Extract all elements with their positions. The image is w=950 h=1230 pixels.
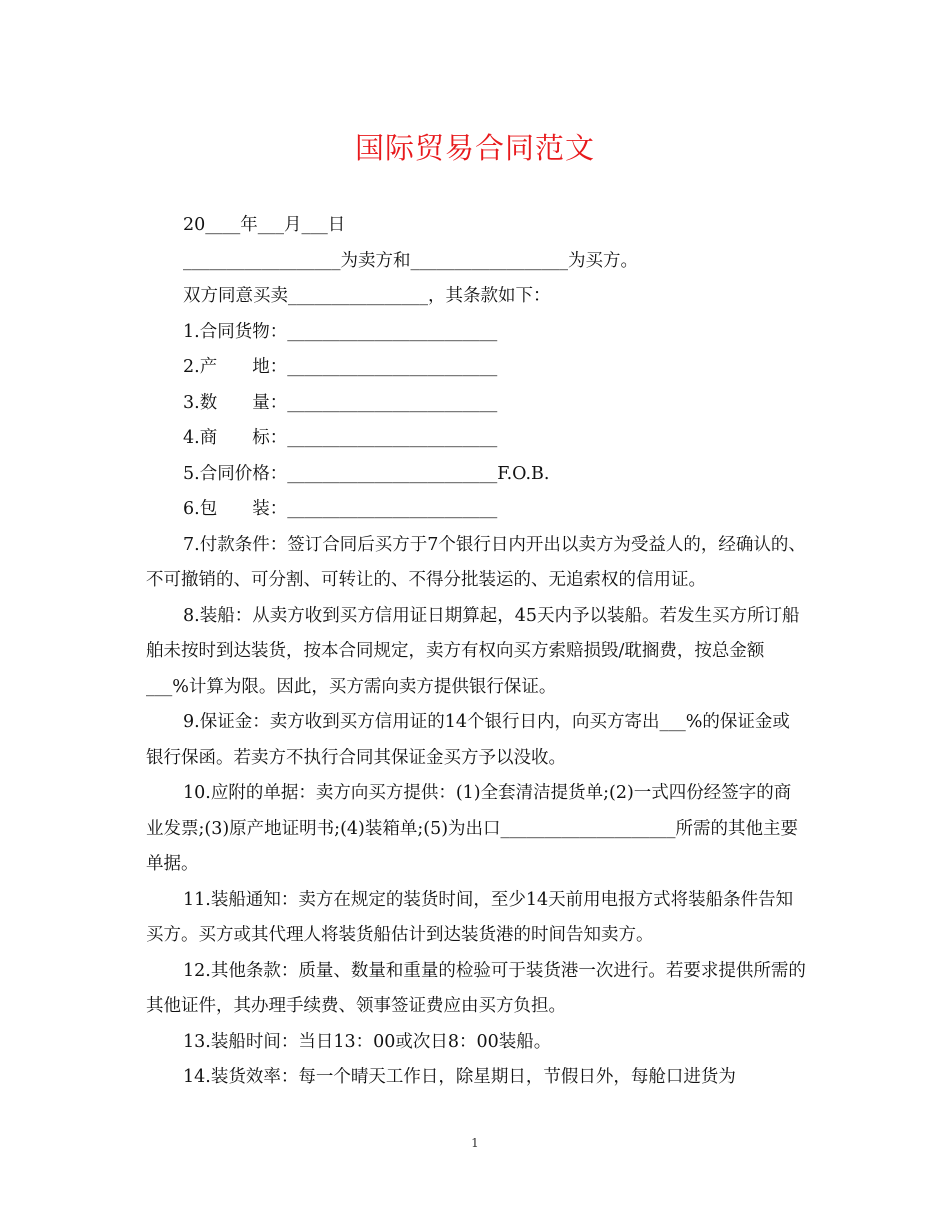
clause-documents: 10.应附的单据：卖方向买方提供：(1)全套清洁提货单;(2)一式四份经签字的商业发票;(3)原产地证明书;(4)装箱单;(5)为出口____________________所需的其他主要单据。 [146,783,799,874]
clause-loading-time: 13.装船时间：当日13：00或次日8：00装船。 [183,1031,552,1052]
clause-trademark: 4.商 标：________________________ [183,428,498,448]
document-title: 国际贸易合同范文 [354,131,595,165]
parties-line: __________________为卖方和__________________为买方。 [183,250,638,271]
clause-deposit: 9.保证金：卖方收到买方信用证的14个银行日内，向买方寄出___%的保证金或银行保函。若卖方不执行合同其保证金买方予以没收。 [146,712,790,768]
clause-quantity: 3.数 量：________________________ [183,392,498,413]
document-body [146,208,806,1096]
clause-price: 5.合同价格：________________________F.O.B. [183,463,550,484]
clause-packing: 6.包 装：________________________ [183,499,498,519]
clause-loading-rate: 14.装货效率：每一个晴天工作日，除星期日，节假日外，每舱口进货为 [183,1067,736,1087]
clause-payment: 7.付款条件：签订合同后买方于7个银行日内开出以卖方为受益人的，经确认的、不可撤销的、可分割、可转让的、不得分批装运的、无追索权的信用证。 [146,534,806,590]
clause-other: 12.其他条款：质量、数量和重量的检验可于装货港一次进行。若要求提供所需的其他证件，其办理手续费、领事签证费应由买方负担。 [146,960,806,1016]
clause-shipping-notice: 11.装船通知：卖方在规定的装货时间，至少14天前用电报方式将装船条件告知买方。买方或其代理人将装货船估计到达装货港的时间告知卖方。 [146,889,794,945]
clause-shipment: 8.装船：从卖方收到买方信用证日期算起，45天内予以装船。若发生买方所订船舶未按时到达装货，按本合同规定，卖方有权向买方索赔损毁/耽搁费，按总金额___%计算为限。因此，买方需向卖方提供银行保证。 [146,605,800,697]
agreement-line: 双方同意买卖________________，其条款如下： [183,286,551,306]
clause-goods: 1.合同货物：________________________ [183,321,498,342]
date-line: 20____年___月___日 [183,215,346,235]
page-number: 1 [471,1136,479,1150]
clause-origin: 2.产 地：________________________ [183,357,498,377]
